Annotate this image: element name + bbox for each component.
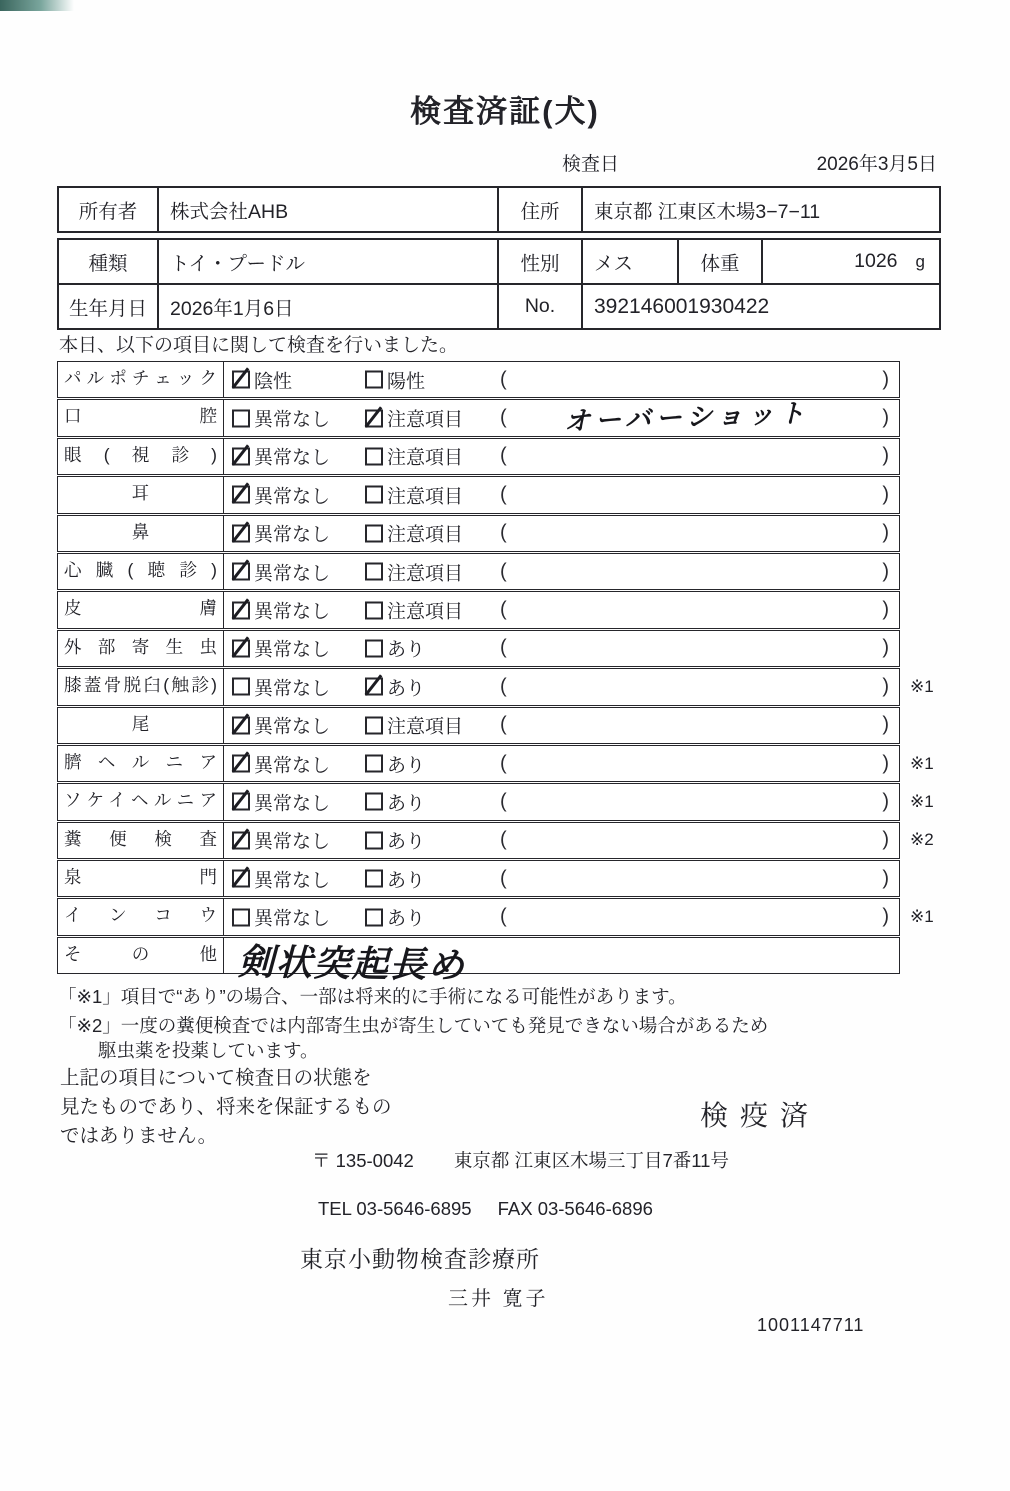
row-note: ※1 [910,791,934,811]
exam-row-nose [57,515,900,552]
footnote-2-line2: 駆虫薬を投薬しています。 [98,1040,319,1061]
breed-label: 種類 [59,240,159,283]
pet-row-1 [59,240,939,283]
paren-close: ) [882,675,889,698]
footnote-2-line1: 「※2」一度の糞便検査では内部寄生虫が寄生していても発見できない場合があるため [58,1015,769,1036]
exam-option-1 [232,558,330,585]
paren-open: ( [500,867,507,890]
footnote-1: 「※1」項目で“あり”の場合、一部は将来的に手術になる可能性があります。 [58,986,687,1007]
serial-number: 1001147711 [757,1315,865,1335]
option-label: 異常なし [254,447,331,469]
option-label: 注意項目 [387,601,464,623]
veterinarian-name: 三井 寛子 [448,1288,549,1310]
weight-label: 体重 [679,240,763,283]
exam-row-umbilical-hernia [57,745,934,782]
checkbox-icon [232,601,250,619]
paren-open: ( [500,406,507,429]
exam-row-body [224,516,899,551]
disclaimer [60,1064,392,1151]
option-label: 注意項目 [387,447,464,469]
pet-table [57,238,941,330]
row-note: ※1 [910,907,934,927]
checkbox-icon [232,524,250,542]
exam-row-body [224,362,899,397]
exam-row-fontanelle [57,860,900,897]
exam-row-body [224,861,899,896]
paren-open: ( [500,521,507,544]
exam-item-label: 眼(視診) [58,439,224,474]
paren-close: ) [882,483,889,506]
exam-option-2 [365,558,463,585]
exam-row-external-parasites [57,630,900,667]
option-label: あり [387,639,426,661]
exam-row-inguinal-hernia [57,783,934,820]
exam-row-body [224,669,934,704]
disclaimer-line: 上記の項目について検査日の状態を [60,1067,372,1089]
row-note: ※1 [910,753,934,773]
address-value: 東京都 江東区木場3−7−11 [594,200,821,223]
paren-close: ) [882,636,889,659]
checkbox-icon [365,908,383,926]
paren-close: ) [882,368,889,391]
inspection-date-row [562,149,937,176]
owner-row [59,188,939,231]
row-note: ※2 [910,830,934,850]
number-label: No. [499,285,583,328]
weight-value: 1026 [854,250,898,272]
option-label: 陽性 [387,371,426,393]
exam-row-body [224,592,899,627]
option-label: 異常なし [254,793,331,815]
option-label: 異常なし [254,716,331,738]
exam-option-1 [232,750,330,777]
exam-row-ears [57,476,900,513]
inspection-date-value: 2026年3月5日 [816,154,937,175]
paren-close: ) [882,598,889,621]
option-label: 異常なし [254,678,331,700]
option-label: 異常なし [254,524,331,546]
option-label: 異常なし [254,639,331,661]
exam-row-mouth [57,399,900,436]
inspection-date-label: 検査日 [562,154,620,175]
option-label: あり [387,870,426,892]
tel-number: TEL 03-5646-6895 [318,1198,472,1219]
checkbox-icon [232,447,250,465]
sex-value: メス [583,240,679,283]
pet-row-2 [59,283,939,328]
option-label: 陰性 [254,371,293,393]
exam-row-body [224,400,899,435]
exam-item-label: 鼻 [58,516,224,551]
checkbox-icon [365,831,383,849]
option-label: 異常なし [254,908,331,930]
exam-option-2 [365,712,463,739]
exam-option-2 [365,443,463,470]
checkbox-icon [232,371,250,389]
exam-row-skin [57,591,900,628]
exam-item-label: 糞便検査 [58,823,224,858]
exam-item-label: インコウ [58,899,224,934]
birthdate-label: 生年月日 [59,285,159,328]
exam-option-1 [232,520,330,547]
exam-option-2 [365,481,463,508]
clinic-address: 東京都 江東区木場三丁目7番11号 [453,1150,729,1171]
checkbox-icon [365,678,383,696]
paren-close: ) [882,560,889,583]
checkbox-icon [232,409,250,427]
checkbox-icon [232,639,250,657]
row-note: ※1 [910,676,934,696]
option-label: 異常なし [254,755,331,777]
handwritten-finding: オーバーショット [563,398,811,437]
option-label: あり [387,908,426,930]
exam-option-1 [232,366,292,393]
exam-row-heart [57,553,900,590]
exam-row-fecal-exam [57,822,934,859]
checkbox-icon [365,486,383,504]
exam-option-1 [232,904,330,931]
exam-row-patella [57,668,934,705]
option-label: 注意項目 [387,409,464,431]
checkbox-icon [232,831,250,849]
breed-value: トイ・プードル [159,240,499,283]
exam-row-body [224,477,899,512]
checkbox-icon [365,716,383,734]
checkbox-icon [365,870,383,888]
exam-row-body [224,631,899,666]
disclaimer-line: 見たものであり、将来を保証するもの [60,1095,392,1118]
postal-code: 〒 135-0042 [312,1150,414,1171]
quarantine-stamp: 検疫済 [700,1100,821,1131]
paren-close: ) [882,790,889,813]
paren-open: ( [500,905,507,928]
exam-row-body [224,708,899,743]
exam-table [57,361,934,986]
paren-close: ) [882,752,889,775]
exam-option-1 [232,827,330,854]
exam-item-label: 耳 [58,477,224,512]
paren-close: ) [882,521,889,544]
exam-option-1 [232,405,330,432]
paren-close: ) [882,828,889,851]
exam-row-parvo [57,361,900,398]
option-label: あり [387,755,426,777]
paren-open: ( [500,444,507,467]
owner-table [57,186,941,233]
exam-row-body [224,938,899,986]
option-label: 注意項目 [387,486,464,508]
paren-close: ) [882,713,889,736]
paren-open: ( [500,560,507,583]
option-label: 異常なし [254,409,331,431]
exam-option-1 [232,597,330,624]
exam-row-eyes [57,438,900,475]
checkbox-icon [232,563,250,581]
exam-option-1 [232,673,330,700]
paren-open: ( [500,675,507,698]
option-label: 異常なし [254,870,331,892]
exam-option-2 [365,788,425,815]
checkbox-icon [232,755,250,773]
option-label: あり [387,831,426,853]
exam-item-label: 外部寄生虫 [58,631,224,666]
number-value: 392146001930422 [594,294,770,318]
checkbox-icon [365,409,383,427]
option-label: 異常なし [254,601,331,623]
exam-row-inkou [57,898,934,935]
paren-open: ( [500,790,507,813]
scan-artifact [0,0,74,11]
paren-open: ( [500,713,507,736]
paren-open: ( [500,368,507,391]
paren-open: ( [500,598,507,621]
checkbox-icon [365,524,383,542]
exam-item-label: 皮膚 [58,592,224,627]
exam-item-label: 膝蓋骨脱臼(触診) [58,669,224,704]
exam-row-body [224,823,934,858]
exam-item-label: 口腔 [58,400,224,435]
checkbox-icon [232,870,250,888]
exam-row-body [224,746,934,781]
checkbox-icon [232,793,250,811]
exam-option-2 [365,597,463,624]
checkbox-icon [232,908,250,926]
disclaimer-line: ではありません。 [60,1124,218,1147]
exam-option-1 [232,443,330,470]
owner-label: 所有者 [59,188,159,231]
paren-close: ) [882,867,889,890]
option-label: 異常なし [254,563,331,585]
exam-row-body [224,784,934,819]
exam-option-2 [365,750,425,777]
weight-value-cell [763,240,939,283]
sex-label: 性別 [499,240,583,283]
exam-row-other [57,937,900,986]
owner-value: 株式会社AHB [159,188,499,231]
exam-row-tail [57,707,900,744]
option-label: あり [387,793,426,815]
exam-item-label: パルポチェック [58,362,224,397]
exam-item-label: 泉門 [58,861,224,896]
clinic-address-line [312,1147,729,1173]
exam-option-2 [365,520,463,547]
exam-option-2 [365,904,425,931]
paren-close: ) [882,406,889,429]
exam-option-1 [232,712,330,739]
option-label: 異常なし [254,486,331,508]
exam-option-2 [365,865,425,892]
fax-number: FAX 03-5646-6896 [497,1198,653,1219]
address-label: 住所 [499,188,583,231]
paren-open: ( [500,483,507,506]
option-label: あり [387,678,426,700]
checkbox-icon [365,793,383,811]
exam-option-1 [232,635,330,662]
checkbox-icon [365,601,383,619]
exam-option-2 [365,405,463,432]
clinic-phone-line [318,1198,653,1220]
paren-open: ( [500,828,507,851]
exam-option-2 [365,673,425,700]
option-label: 注意項目 [387,524,464,546]
checkbox-icon [232,716,250,734]
paren-open: ( [500,636,507,659]
option-label: 注意項目 [387,563,464,585]
exam-row-body [224,554,899,589]
paren-close: ) [882,444,889,467]
paren-open: ( [500,752,507,775]
exam-item-label: 心臓(聴診) [58,554,224,589]
exam-option-1 [232,788,330,815]
exam-item-label: 尾 [58,708,224,743]
exam-option-1 [232,481,330,508]
exam-item-label: ソケイヘルニア [58,784,224,819]
option-label: 注意項目 [387,716,464,738]
exam-item-label: 臍ヘルニア [58,746,224,781]
weight-unit: g [915,251,925,271]
birthdate-value: 2026年1月6日 [159,285,499,328]
checkbox-icon [365,563,383,581]
checkbox-icon [365,371,383,389]
checkbox-icon [232,486,250,504]
checkbox-icon [232,678,250,696]
exam-option-2 [365,827,425,854]
exam-option-2 [365,635,425,662]
checkbox-icon [365,447,383,465]
option-label: 異常なし [254,831,331,853]
exam-row-body [224,899,934,934]
paren-close: ) [882,905,889,928]
exam-option-1 [232,865,330,892]
intro-text: 本日、以下の項目に関して検査を行いました。 [59,335,459,356]
checkbox-icon [365,755,383,773]
exam-option-2 [365,366,425,393]
handwritten-other-finding: 剣状突起長め [237,940,467,986]
exam-item-label: その他 [58,938,224,973]
checkbox-icon [365,639,383,657]
page-title: 検査済証(犬) [410,94,600,129]
clinic-name: 東京小動物検査診療所 [300,1246,540,1272]
exam-row-body [224,439,899,474]
